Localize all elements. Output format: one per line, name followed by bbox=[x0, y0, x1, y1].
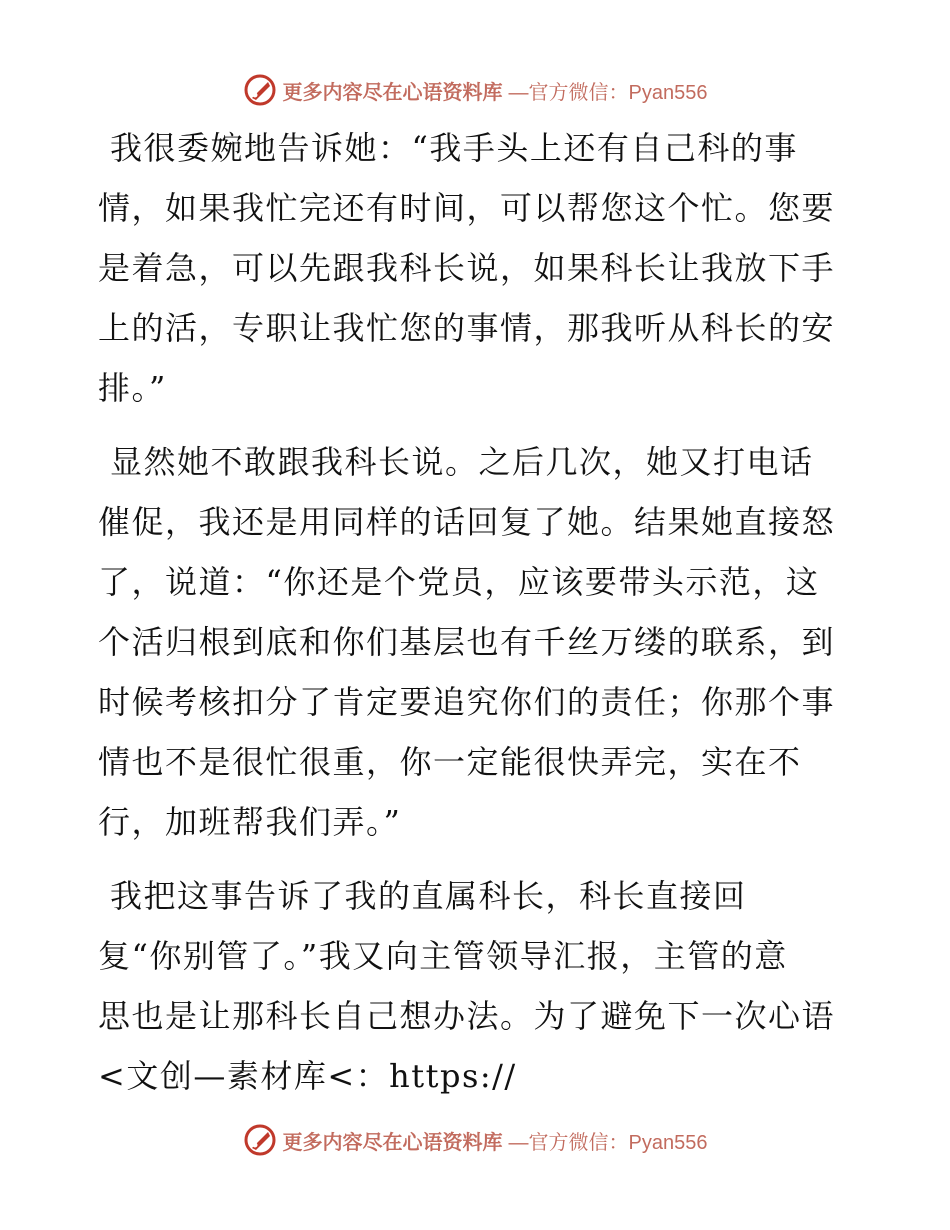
quill-logo-icon bbox=[243, 73, 277, 107]
text-line: 是着急，可以先跟我科长说，如果科长让我放下手 bbox=[98, 249, 836, 287]
paragraph-1 bbox=[98, 118, 858, 418]
text-line: 排。” bbox=[98, 369, 167, 407]
text-line: 显然她不敢跟我科长说。之后几次，她又打电话 bbox=[110, 443, 814, 481]
paragraph-3 bbox=[98, 866, 858, 1106]
paragraph-2 bbox=[98, 432, 858, 852]
text-line: 思也是让那科长自己想办法。为了避免下一次心语 bbox=[98, 997, 836, 1035]
banner-wechat: —官方微信：Pyan556 bbox=[508, 81, 708, 104]
text-line: 行，加班帮我们弄。” bbox=[98, 803, 402, 841]
text-line: <文创—素材库<：https:// bbox=[98, 1057, 517, 1095]
quill-logo-icon bbox=[243, 1123, 277, 1157]
banner-title: 更多内容尽在心语资料库 bbox=[282, 79, 503, 104]
text-line: 时候考核扣分了肯定要追究你们的责任；你那个事 bbox=[98, 683, 836, 721]
text-line: 复“你别管了。”我又向主管领导汇报，主管的意 bbox=[98, 937, 788, 975]
text-line: 我很委婉地告诉她：“我手头上还有自己科的事 bbox=[110, 129, 798, 167]
text-line: 了，说道：“你还是个党员，应该要带头示范，这 bbox=[98, 563, 820, 601]
document-body bbox=[98, 118, 858, 1106]
header-banner bbox=[0, 70, 950, 110]
text-line: 我把这事告诉了我的直属科长，科长直接回 bbox=[110, 877, 747, 915]
text-line: 上的活，专职让我忙您的事情，那我听从科长的安 bbox=[98, 309, 836, 347]
text-line: 个活归根到底和你们基层也有千丝万缕的联系，到 bbox=[98, 623, 836, 661]
footer-banner bbox=[0, 1120, 950, 1160]
text-line: 情也不是很忙很重，你一定能很快弄完，实在不 bbox=[98, 743, 802, 781]
banner-title: 更多内容尽在心语资料库 bbox=[282, 1129, 503, 1154]
text-line: 情，如果我忙完还有时间，可以帮您这个忙。您要 bbox=[98, 189, 836, 227]
text-line: 催促，我还是用同样的话回复了她。结果她直接怒 bbox=[98, 503, 836, 541]
banner-wechat: —官方微信：Pyan556 bbox=[508, 1131, 708, 1154]
